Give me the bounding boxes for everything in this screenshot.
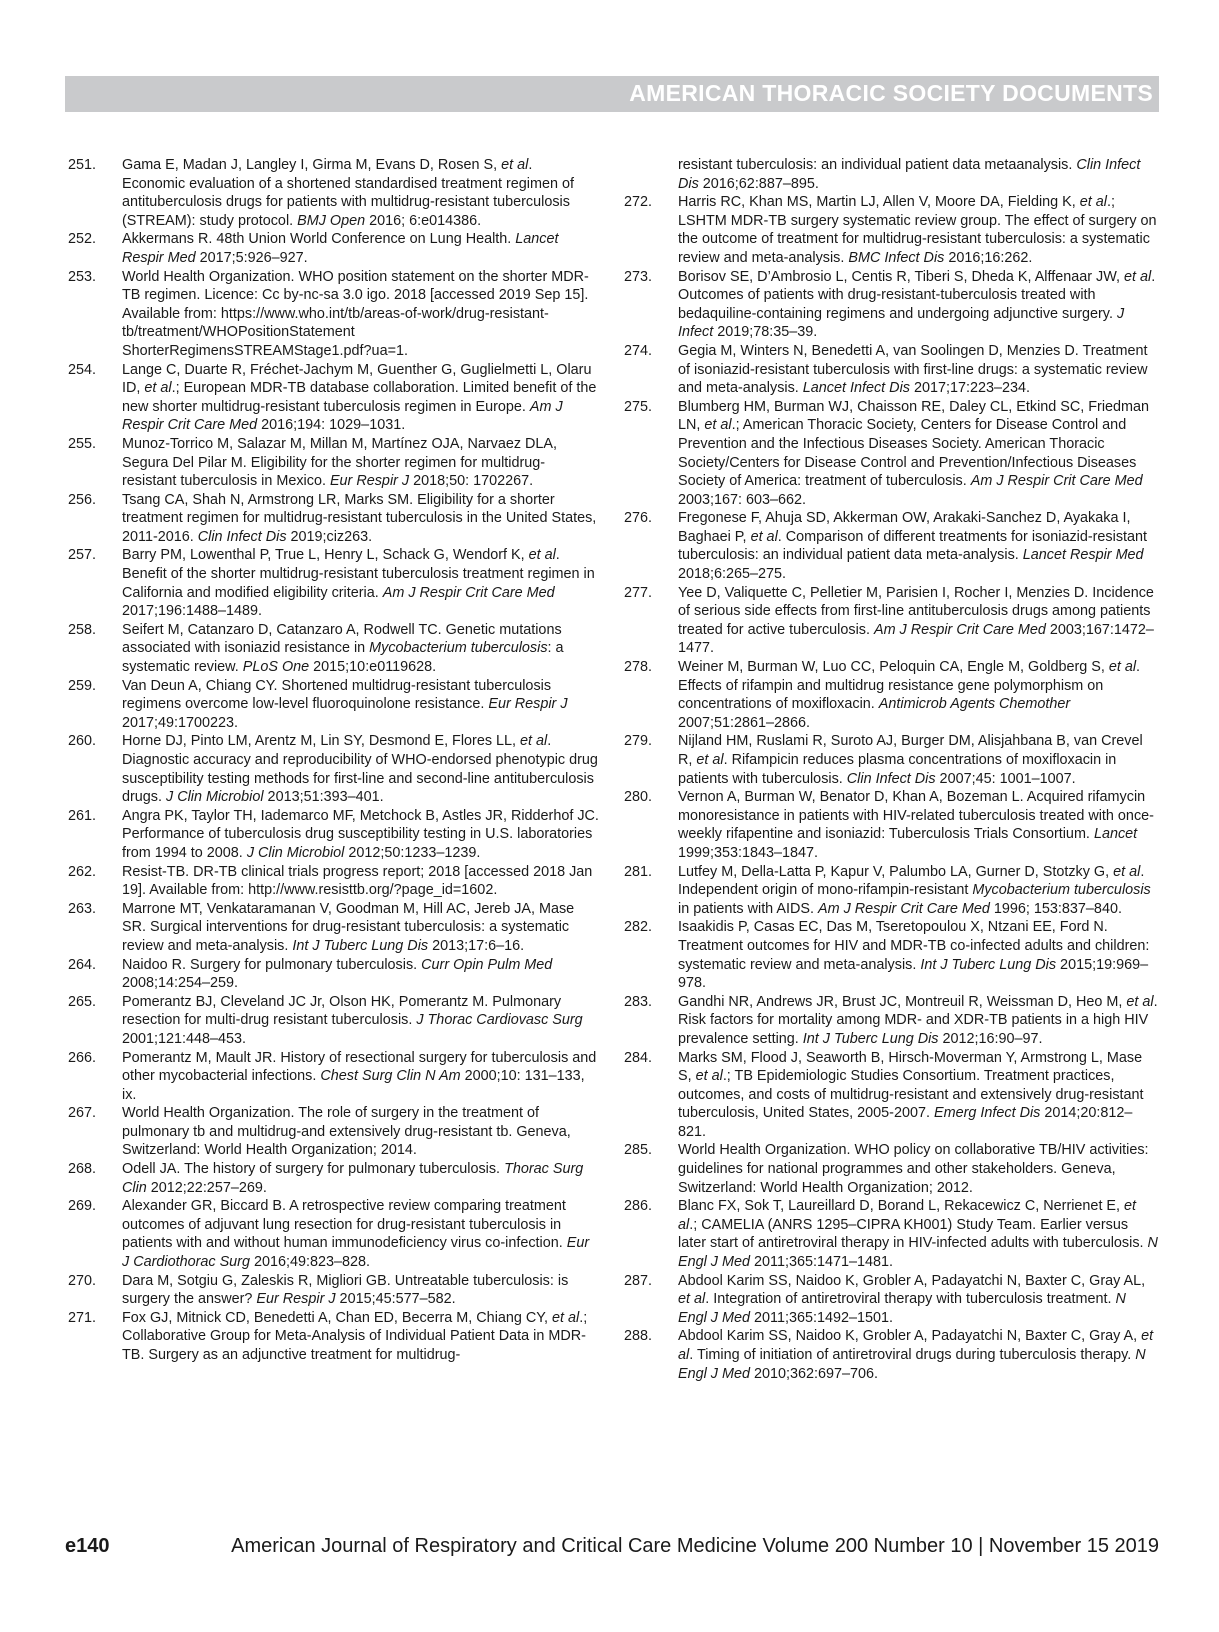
reference-number: 273. xyxy=(624,268,653,285)
reference-entry xyxy=(68,1197,599,1271)
reference-entry xyxy=(68,1309,599,1365)
reference-entry xyxy=(68,1104,599,1160)
reference-text: Yee D, Valiquette C, Pelletier M, Parisien I, Rocher I, Menzies D. Incidence of serious side effects from first-line antituberculosis drugs among patients treated for active tuberculosis. Am J Respir Crit Care Med 2003;167:1472–1477. xyxy=(678,584,1154,657)
reference-number: 274. xyxy=(624,342,653,359)
reference-number: 282. xyxy=(624,919,653,936)
reference-entry xyxy=(624,342,1158,398)
running-header-bar xyxy=(65,76,1159,112)
reference-number: 284. xyxy=(624,1049,653,1066)
reference-number: 252. xyxy=(68,231,97,248)
reference-number: 258. xyxy=(68,621,97,638)
reference-number: 287. xyxy=(624,1272,653,1289)
reference-text: Pomerantz BJ, Cleveland JC Jr, Olson HK, Pomerantz M. Pulmonary resection for multi-drug resistant tuberculosis. J Thorac Cardiovasc Surg 2001;121:448–453. xyxy=(122,993,583,1047)
reference-number: 269. xyxy=(68,1198,97,1215)
reference-number: 279. xyxy=(624,733,653,750)
reference-entry xyxy=(624,732,1158,788)
reference-text: Vernon A, Burman W, Benator D, Khan A, Bozeman L. Acquired rifamycin monoresistance in patients with HIV-related tuberculosis treated with once-weekly rifapentine and isoniazid: Tuberculosis Trials Consortium. Lancet 1999;353:1843–1847. xyxy=(678,789,1154,861)
reference-text: Gegia M, Winters N, Benedetti A, van Soolingen D, Menzies D. Treatment of isoniazid-resistant tuberculosis with first-line drugs: a systematic review and meta-analysis. Lancet Infect Dis 2017;17:223–234. xyxy=(678,342,1148,397)
reference-number: 272. xyxy=(624,194,653,211)
reference-entry xyxy=(68,900,599,956)
reference-entry xyxy=(624,509,1158,583)
reference-number: 270. xyxy=(68,1272,97,1289)
reference-number: 268. xyxy=(68,1161,97,1178)
reference-entry xyxy=(624,193,1158,267)
reference-number: 263. xyxy=(68,900,97,917)
reference-text: Nijland HM, Ruslami R, Suroto AJ, Burger DM, Alisjahbana B, van Crevel R, et al. Rifampicin reduces plasma concentrations of moxifloxacin in patients with tuberculosis. Clin Infect Dis 2007;45: 1001–1007. xyxy=(678,733,1143,787)
page-number: e140 xyxy=(65,1535,110,1557)
reference-entry xyxy=(624,1049,1158,1142)
reference-text: Marrone MT, Venkataramanan V, Goodman M, Hill AC, Jereb JA, Mase SR. Surgical interventions for drug-resistant tuberculosis: a systematic review and meta-analysis. Int J Tuberc Lung Dis 2013;17:6–16. xyxy=(122,900,575,954)
reference-text: Marks SM, Flood J, Seaworth B, Hirsch-Moverman Y, Armstrong L, Mase S, et al.; TB Epidemiologic Studies Consortium. Treatment practices, outcomes, and costs of multidrug-resistant and extensively drug-resistant tuberculosis, United States, 2005-2007. Emerg Infect Dis 2014;20:812–821. xyxy=(678,1049,1144,1140)
reference-text: World Health Organization. The role of surgery in the treatment of pulmonary tb and multidrug-and extensively drug-resistant tb. Geneva, Switzerland: World Health Organization; 2014. xyxy=(122,1105,571,1159)
journal-citation: American Journal of Respiratory and Critical Care Medicine Volume 200 Number 10 | November 15 2019 xyxy=(231,1535,1159,1557)
reference-text: Barry PM, Lowenthal P, True L, Henry L, Schack G, Wendorf K, et al. Benefit of the shorter multidrug-resistant tuberculosis treatment regimen in California and modified eligibility criteria. Am J Respir Crit Care Med 2017;196:1488–1489. xyxy=(122,547,595,620)
reference-text: Blanc FX, Sok T, Laureillard D, Borand L, Rekacewicz C, Nerrienet E, et al.; CAMELIA (ANRS 1295–CIPRA KH001) Study Team. Earlier versus later start of antiretroviral therapy in HIV-infected adults with tuberculosis. N Engl J Med 2011;365:1471–1481. xyxy=(678,1198,1158,1271)
reference-text: Abdool Karim SS, Naidoo K, Grobler A, Padayatchi N, Baxter C, Gray A, et al. Timing of initiation of antiretroviral drugs during tuberculosis therapy. N Engl J Med 2010;362:697–706. xyxy=(678,1328,1154,1382)
reference-number: 253. xyxy=(68,268,97,285)
reference-number: 277. xyxy=(624,584,653,601)
reference-entry xyxy=(68,491,599,547)
reference-text: Isaakidis P, Casas EC, Das M, Tseretopoulou X, Ntzani EE, Ford N. Treatment outcomes for HIV and MDR-TB co-infected adults and children: systematic review and meta-analysis. Int J Tuberc Lung Dis 2015;19:969–978. xyxy=(678,919,1150,992)
reference-text: Fox GJ, Mitnick CD, Benedetti A, Chan ED, Becerra M, Chiang CY, et al.; Collaborative Group for Meta-Analysis of Individual Patient Data in MDR-TB. Surgery as an adjunctive treatment for multidrug- xyxy=(122,1309,588,1363)
reference-entry xyxy=(624,993,1158,1049)
reference-text: Borisov SE, D’Ambrosio L, Centis R, Tiberi S, Dheda K, Alffenaar JW, et al. Outcomes of patients with drug-resistant-tuberculosis treated with bedaquiline-containing regimens and undergoing adjunctive surgery. J Infect 2019;78:35–39. xyxy=(678,268,1156,341)
reference-entry xyxy=(68,732,599,806)
reference-number: 283. xyxy=(624,993,653,1010)
reference-number: 266. xyxy=(68,1049,97,1066)
reference-text: World Health Organization. WHO position statement on the shorter MDR-TB regimen. Licence: Cc by-nc-sa 3.0 igo. 2018 [accessed 2019 Sep 15]. Available from: https://www.who.int/tb/areas-of-work/drug-resistant-tb/treatment/WHOPositionStatement ShorterRegimensSTREAMStage1.pdf?ua=1. xyxy=(122,268,589,359)
reference-text: Odell JA. The history of surgery for pulmonary tuberculosis. Thorac Surg Clin 2012;22:257–269. xyxy=(122,1161,584,1196)
reference-entry xyxy=(624,788,1158,862)
reference-entry xyxy=(624,863,1158,919)
reference-number: 286. xyxy=(624,1198,653,1215)
reference-entry xyxy=(68,361,599,435)
reference-text: Gama E, Madan J, Langley I, Girma M, Evans D, Rosen S, et al. Economic evaluation of a shortened standardised treatment regimen of antituberculosis drugs for patients with multidrug-resistant tuberculosis (STREAM): study protocol. BMJ Open 2016; 6:e014386. xyxy=(122,157,574,229)
reference-text: World Health Organization. WHO policy on collaborative TB/HIV activities: guidelines for national programmes and other stakeholders. Geneva, Switzerland: World Health Organization; 2012. xyxy=(678,1142,1149,1196)
reference-entry xyxy=(624,918,1158,992)
reference-text: Harris RC, Khan MS, Martin LJ, Allen V, Moore DA, Fielding K, et al.; LSHTM MDR-TB surgery systematic review group. The effect of surgery on the outcome of treatment for multidrug-resistant tuberculosis: a systematic review and meta-analysis. BMC Infect Dis 2016;16:262. xyxy=(678,194,1157,266)
reference-entry xyxy=(624,268,1158,342)
reference-entry xyxy=(624,584,1158,658)
reference-number: 275. xyxy=(624,398,653,415)
reference-text: Horne DJ, Pinto LM, Arentz M, Lin SY, Desmond E, Flores LL, et al. Diagnostic accuracy and reproducibility of WHO-endorsed phenotypic drug susceptibility testing methods for first-line and second-line antituberculosis drugs. J Clin Microbiol 2013;51:393–401. xyxy=(122,733,598,806)
reference-text: Abdool Karim SS, Naidoo K, Grobler A, Padayatchi N, Baxter C, Gray AL, et al. Integration of antiretroviral therapy with tuberculosis treatment. N Engl J Med 2011;365:1492–1501. xyxy=(678,1272,1146,1326)
reference-entry xyxy=(68,677,599,733)
reference-text: Gandhi NR, Andrews JR, Brust JC, Montreuil R, Weissman D, Heo M, et al. Risk factors for mortality among MDR- and XDR-TB patients in a high HIV prevalence setting. Int J Tuberc Lung Dis 2012;16:90–97. xyxy=(678,993,1158,1047)
reference-text: Weiner M, Burman W, Luo CC, Peloquin CA, Engle M, Goldberg S, et al. Effects of rifampin and multidrug resistance gene polymorphism on concentrations of moxifloxacin. Antimicrob Agents Chemother 2007;51:2861–2866. xyxy=(678,659,1141,731)
page-footer xyxy=(65,1535,1159,1559)
reference-entry xyxy=(68,435,599,491)
reference-number: 280. xyxy=(624,789,653,806)
reference-entry xyxy=(68,956,599,993)
reference-text: Lange C, Duarte R, Fréchet-Jachym M, Guenther G, Guglielmetti L, Olaru ID, et al.; European MDR-TB database collaboration. Limited benefit of the new shorter multidrug-resistant tuberculosis regimen in Europe. Am J Respir Crit Care Med 2016;194: 1029–1031. xyxy=(122,361,597,434)
reference-number: 265. xyxy=(68,993,97,1010)
reference-entry xyxy=(624,1141,1158,1197)
reference-number: 255. xyxy=(68,435,97,452)
reference-column-left xyxy=(68,156,599,1365)
reference-number: 281. xyxy=(624,863,653,880)
reference-number: 257. xyxy=(68,547,97,564)
reference-number: 256. xyxy=(68,491,97,508)
reference-continuation: resistant tuberculosis: an individual patient data metaanalysis. Clin Infect Dis 2016;62:887–895. xyxy=(678,157,1141,192)
reference-text: Dara M, Sotgiu G, Zaleskis R, Migliori GB. Untreatable tuberculosis: is surgery the answer? Eur Respir J 2015;45:577–582. xyxy=(122,1272,569,1308)
reference-entry xyxy=(68,230,599,267)
reference-number: 261. xyxy=(68,807,97,824)
reference-number: 260. xyxy=(68,733,97,750)
reference-text: Seifert M, Catanzaro D, Catanzaro A, Rodwell TC. Genetic mutations associated with isoniazid resistance in Mycobacterium tuberculosis: a systematic review. PLoS One 2015;10:e0119628. xyxy=(122,621,564,676)
reference-number: 251. xyxy=(68,157,97,173)
running-header-title: AMERICAN THORACIC SOCIETY DOCUMENTS xyxy=(629,80,1153,106)
reference-number: 254. xyxy=(68,361,97,378)
reference-number: 259. xyxy=(68,677,97,694)
reference-number: 285. xyxy=(624,1142,653,1159)
reference-text: Naidoo R. Surgery for pulmonary tuberculosis. Curr Opin Pulm Med 2008;14:254–259. xyxy=(122,956,553,992)
reference-entry xyxy=(624,398,1158,510)
reference-text: Angra PK, Taylor TH, Iademarco MF, Metchock B, Astles JR, Ridderhof JC. Performance of tuberculosis drug susceptibility testing in U.S. laboratories from 1994 to 2008. J Clin Microbiol 2012;50:1233–1239. xyxy=(122,807,599,861)
reference-entry xyxy=(68,156,599,230)
reference-number: 288. xyxy=(624,1328,653,1345)
reference-number: 271. xyxy=(68,1309,97,1326)
reference-number: 262. xyxy=(68,863,97,880)
reference-text: Munoz-Torrico M, Salazar M, Millan M, Martínez OJA, Narvaez DLA, Segura Del Pilar M. Eligibility for the shorter regimen for multidrug-resistant tuberculosis in Mexico. Eur Respir J 2018;50: 1702267. xyxy=(122,435,558,490)
reference-text: Resist-TB. DR-TB clinical trials progress report; 2018 [accessed 2018 Jan 19]. Available from: http://www.resisttb.org/?page_id=1602. xyxy=(122,863,593,899)
reference-number: 278. xyxy=(624,659,653,676)
reference-text: Blumberg HM, Burman WJ, Chaisson RE, Daley CL, Etkind SC, Friedman LN, et al.; American Thoracic Society, Centers for Disease Control and Prevention and the Infectious Diseases Society. American Thoracic Society/Centers for Disease Control and Prevention/Infectious Diseases Society of America: treatment of tuberculosis. Am J Respir Crit Care Med 2003;167: 603–662. xyxy=(678,398,1150,508)
reference-entry xyxy=(68,546,599,620)
reference-text: Tsang CA, Shah N, Armstrong LR, Marks SM. Eligibility for a shorter treatment regimen for multidrug-resistant tuberculosis in the United States, 2011-2016. Clin Infect Dis 2019;ciz263. xyxy=(122,491,597,545)
reference-entry xyxy=(624,1272,1158,1328)
reference-entry xyxy=(68,807,599,863)
reference-text: Lutfey M, Della-Latta P, Kapur V, Palumbo LA, Gurner D, Stotzky G, et al. Independent origin of mono-rifampin-resistant Mycobacterium tuberculosis in patients with AIDS. Am J Respir Crit Care Med 1996; 153:837–840. xyxy=(678,863,1151,917)
reference-entry xyxy=(68,268,599,361)
reference-text: Alexander GR, Biccard B. A retrospective review comparing treatment outcomes of adjuvant lung resection for drug-resistant tuberculosis in patients with and without human immunodeficiency virus co-infection. Eur J Cardiothorac Surg 2016;49:823–828. xyxy=(122,1198,590,1271)
reference-entry xyxy=(68,1160,599,1197)
reference-entry xyxy=(68,621,599,677)
reference-entry xyxy=(68,993,599,1049)
reference-entry xyxy=(624,1197,1158,1271)
reference-entry xyxy=(68,863,599,900)
reference-number: 267. xyxy=(68,1105,97,1122)
reference-number: 264. xyxy=(68,956,97,973)
reference-text: Van Deun A, Chiang CY. Shortened multidrug-resistant tuberculosis regimens overcome low-level fluoroquinolone resistance. Eur Respir J 2017;49:1700223. xyxy=(122,677,568,731)
reference-text: Fregonese F, Ahuja SD, Akkerman OW, Arakaki-Sanchez D, Ayakaka I, Baghaei P, et al. Comparison of different treatments for isoniazid-resistant tuberculosis: an individual patient data meta-analysis. Lancet Respir Med 2018;6:265–275. xyxy=(678,510,1148,583)
reference-entry xyxy=(624,1327,1158,1383)
reference-entry xyxy=(68,1272,599,1309)
reference-number: 276. xyxy=(624,510,653,527)
reference-column-right xyxy=(624,156,1158,1383)
reference-entry xyxy=(68,1049,599,1105)
reference-entry xyxy=(624,658,1158,732)
reference-text: Akkermans R. 48th Union World Conference on Lung Health. Lancet Respir Med 2017;5:926–927. xyxy=(122,231,559,266)
reference-text: Pomerantz M, Mault JR. History of resectional surgery for tuberculosis and other mycobacterial infections. Chest Surg Clin N Am 2000;10: 131–133, ix. xyxy=(122,1049,597,1103)
